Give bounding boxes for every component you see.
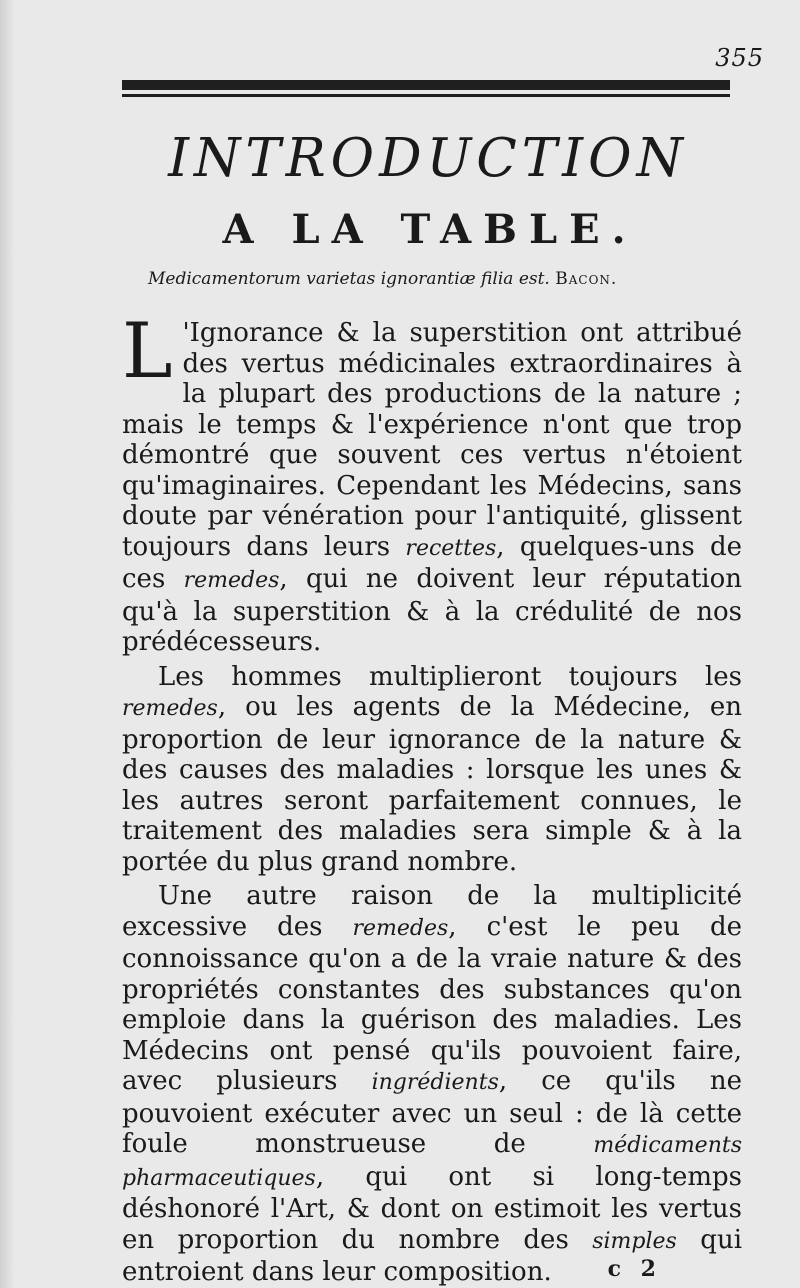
- epigraph: [148, 269, 728, 289]
- paragraph-1-text: 'Ignorance & la superstition ont attribué des vertus médicinales extraordinaires à la plupart des productions de la nature ; mais le temps & l'expérience n'ont que trop démontré que souvent ces vertus n'étoient qu'imaginaires. Cependant les Médecins, sans doute par vénération pour l'antiquité, glissent toujours dans leurs: [122, 318, 742, 562]
- paragraph-2: [122, 662, 742, 878]
- paragraph-3-italic: ingrédients: [371, 1070, 499, 1095]
- paragraph-3-text: , ce qu'ils ne pouvoient exécuter avec un seul : de là cette foule monstrueuse de: [122, 1066, 742, 1159]
- paragraph-3-text: qui entroient dans leur composition.: [122, 1224, 743, 1287]
- paragraph-3-italic: remedes: [352, 915, 449, 941]
- paragraph-3: [122, 881, 742, 1288]
- paragraph-3-text: Une autre raison de la multiplicité excessive des: [122, 881, 742, 942]
- chapter-subtitle: A LA TABLE.: [222, 206, 638, 253]
- paragraph-2-text: Les hommes multiplieront toujours les: [158, 661, 742, 692]
- paragraph-1: [122, 306, 743, 658]
- page-number: 355: [715, 44, 764, 72]
- header-rule-thick: [122, 80, 730, 90]
- paragraph-1-italic: recettes: [405, 535, 497, 561]
- paragraph-3-text: , qui ont si long-temps déshonoré l'Art, & dont on estimoit les vertus en proportion du nombre des: [122, 1161, 742, 1255]
- paragraph-1-text: , quelques-uns de ces: [122, 531, 743, 594]
- paragraph-2-text: , ou les agents de la Médecine, en proportion de leur ignorance de la nature & des causes des maladies : lorsque les unes & les autres seront parfaitement connues, le traitement des maladies sera simple & à la portée du plus grand nombre.: [122, 692, 742, 877]
- paragraph-1-text: , qui ne doivent leur réputation qu'à la superstition & à la crédulité de nos prédécesseurs.: [122, 564, 742, 657]
- paragraph-3-italic: médicaments pharmaceutiques: [122, 1133, 742, 1191]
- paragraph-3-italic: simples: [592, 1228, 677, 1254]
- paragraph-2-italic: remedes: [122, 696, 218, 721]
- printer-signature: c 2: [607, 1256, 662, 1282]
- epigraph-text: Medicamentorum varietas ignorantiæ filia est.: [148, 269, 550, 289]
- header-rule: [122, 80, 730, 97]
- page-binding-edge: [0, 0, 14, 1288]
- body-text: [122, 306, 743, 1288]
- header-rule-thin: [122, 94, 730, 97]
- paragraph-3-text: , c'est le peu de connoissance qu'on a de la vraie nature & des propriétés constantes des substances qu'on emploie dans la guérison des maladies. Les Médecins ont pensé qu'ils pouvoient faire, avec plusieurs: [122, 911, 743, 1096]
- epigraph-author: Bacon.: [555, 269, 618, 289]
- drop-cap: L: [122, 306, 173, 395]
- chapter-title: INTRODUCTION: [168, 128, 688, 189]
- paragraph-1-italic: remedes: [183, 568, 280, 593]
